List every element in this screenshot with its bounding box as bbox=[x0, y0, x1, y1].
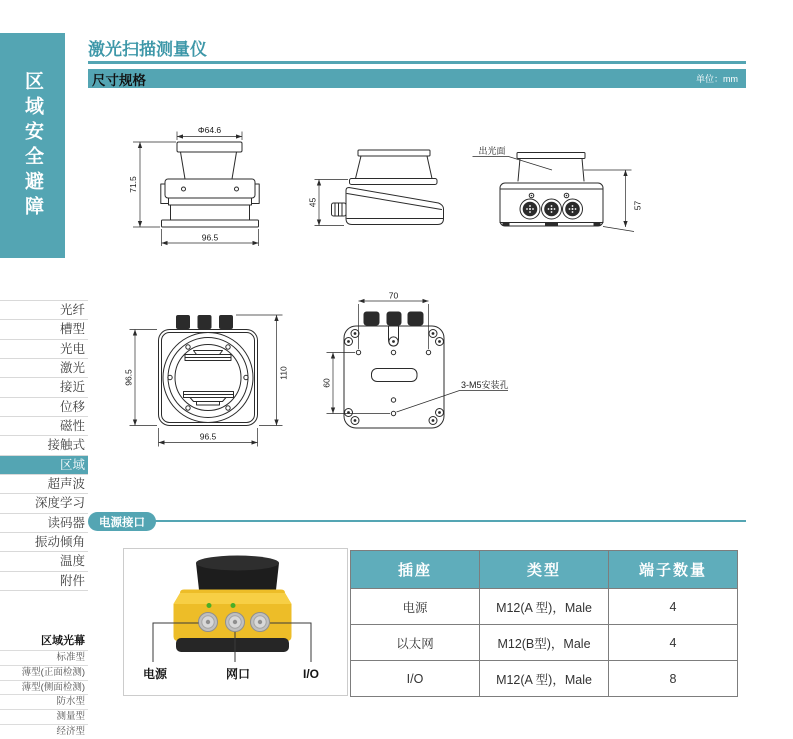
sidebar-item-vibration-tilt[interactable]: 振动倾角 bbox=[0, 532, 88, 551]
sidebar-item-displacement[interactable]: 位移 bbox=[0, 397, 88, 416]
sidebar-category-label: 区域安全避障 bbox=[22, 70, 43, 221]
dim-top-body-height: 96.5 bbox=[123, 369, 134, 386]
sidebar-category-banner bbox=[0, 33, 65, 258]
sub-item-thin-front[interactable]: 薄型(正面检测) bbox=[0, 665, 88, 680]
dim-bottom-width: 70 bbox=[388, 290, 399, 301]
photo-connectors bbox=[199, 613, 270, 632]
status-led bbox=[231, 603, 236, 608]
power-section-title: 电源接口 bbox=[99, 516, 145, 529]
cell-type: M12(A 型)，Male bbox=[480, 661, 609, 697]
sidebar-item-slot[interactable]: 槽型 bbox=[0, 319, 88, 338]
device-photo bbox=[123, 548, 348, 696]
back-view-drawing bbox=[473, 145, 643, 232]
cell-socket: 电源 bbox=[351, 589, 480, 625]
sub-item-thin-side[interactable]: 薄型(侧面检测) bbox=[0, 680, 88, 695]
sidebar-item-temperature[interactable]: 温度 bbox=[0, 551, 88, 570]
sidebar-item-fiber[interactable]: 光纤 bbox=[0, 300, 88, 319]
photo-label-io: I/O bbox=[302, 667, 320, 681]
sub-item-standard[interactable]: 标准型 bbox=[0, 650, 88, 665]
title-rule bbox=[88, 61, 746, 64]
cell-pins: 8 bbox=[609, 661, 738, 697]
sidebar-item-photoelectric[interactable]: 光电 bbox=[0, 339, 88, 358]
side-device-outline bbox=[332, 150, 444, 225]
section-label: 尺寸规格 bbox=[92, 72, 146, 88]
dim-back-height: 57 bbox=[632, 200, 643, 211]
page-title: 激光扫描测量仪 bbox=[88, 40, 207, 59]
dimension-section-bar bbox=[88, 69, 746, 88]
sidebar-item-magnetic[interactable]: 磁性 bbox=[0, 416, 88, 435]
sub-menu-title: 区域光幕 bbox=[41, 635, 85, 647]
device-photo-illustration bbox=[124, 549, 347, 695]
table-row bbox=[351, 589, 738, 625]
sidebar-item-contact[interactable]: 接触式 bbox=[0, 435, 88, 454]
cell-type: M12(B型)，Male bbox=[480, 625, 609, 661]
dim-front-diameter: Φ64.6 bbox=[197, 125, 222, 135]
table-header-row bbox=[351, 551, 738, 589]
cell-socket: 以太网 bbox=[351, 625, 480, 661]
power-section-rule bbox=[152, 520, 746, 522]
dim-top-width: 96.5 bbox=[199, 431, 217, 442]
dimension-drawings bbox=[88, 90, 758, 505]
table-row bbox=[351, 625, 738, 661]
sub-item-economy[interactable]: 经济型 bbox=[0, 724, 88, 739]
cell-pins: 4 bbox=[609, 625, 738, 661]
power-section-pill bbox=[88, 512, 156, 531]
cell-socket: I/O bbox=[351, 661, 480, 697]
table-row bbox=[351, 661, 738, 697]
status-led bbox=[207, 603, 212, 608]
sidebar-menu bbox=[0, 300, 88, 591]
cell-pins: 4 bbox=[609, 589, 738, 625]
emission-surface-label: 出光面 bbox=[478, 146, 506, 156]
col-header-pin-count: 端子数量 bbox=[609, 551, 738, 589]
bottom-view-drawing bbox=[322, 291, 509, 429]
photo-label-ethernet: 网口 bbox=[225, 667, 251, 681]
front-device-outline bbox=[161, 142, 259, 227]
col-header-socket: 插座 bbox=[351, 551, 480, 589]
side-view-drawing bbox=[308, 150, 444, 226]
dim-front-width: 96.5 bbox=[201, 232, 219, 243]
photo-label-power: 电源 bbox=[142, 667, 168, 681]
mount-hole-note: 3-M5安装孔 bbox=[461, 380, 509, 390]
top-connector-stubs bbox=[176, 315, 233, 329]
top-device-outline bbox=[159, 330, 258, 426]
dim-bottom-height: 60 bbox=[321, 378, 332, 388]
top-view-drawing bbox=[124, 315, 289, 447]
sidebar-item-deep-learning[interactable]: 深度学习 bbox=[0, 493, 88, 512]
connector-table bbox=[350, 550, 738, 697]
unit-label: 单位：mm bbox=[696, 74, 738, 84]
sidebar-item-ultrasonic[interactable]: 超声波 bbox=[0, 474, 88, 493]
front-view-drawing bbox=[128, 125, 259, 246]
sub-item-waterproof[interactable]: 防水型 bbox=[0, 694, 88, 709]
dim-top-total-height: 110 bbox=[278, 366, 289, 380]
bottom-connector-stubs bbox=[364, 312, 424, 326]
cell-type: M12(A 型)，Male bbox=[480, 589, 609, 625]
sub-item-measuring[interactable]: 测量型 bbox=[0, 709, 88, 724]
dim-side-height: 45 bbox=[307, 197, 318, 208]
sidebar-item-area-selected[interactable]: 区域 bbox=[0, 455, 88, 474]
col-header-type: 类型 bbox=[480, 551, 609, 589]
sidebar-item-code-reader[interactable]: 读码器 bbox=[0, 513, 88, 532]
sidebar-item-proximity[interactable]: 接近 bbox=[0, 377, 88, 396]
sidebar-item-accessories[interactable]: 附件 bbox=[0, 571, 88, 590]
device-base bbox=[176, 638, 289, 652]
sidebar-item-laser[interactable]: 激光 bbox=[0, 358, 88, 377]
sidebar-sub-menu bbox=[0, 633, 88, 739]
dim-front-height: 71.5 bbox=[128, 176, 138, 193]
